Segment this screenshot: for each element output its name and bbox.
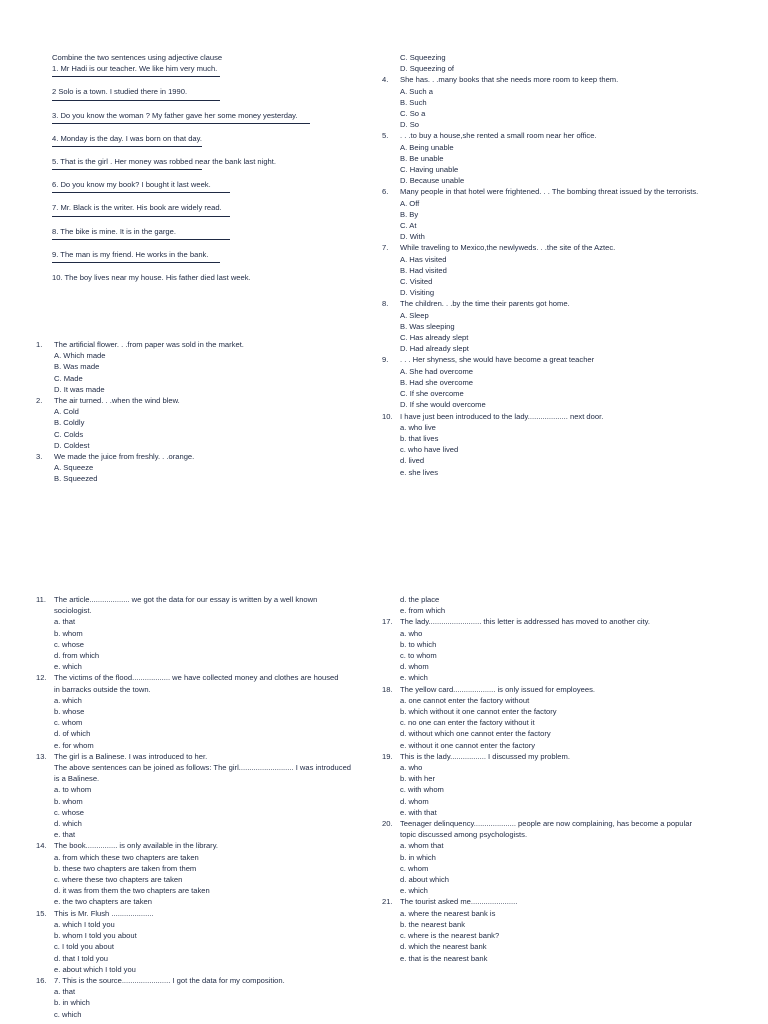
answer-option: c. which	[54, 1009, 82, 1019]
multiple-choice-right-column	[382, 52, 712, 478]
answer-option: b. in which	[54, 998, 90, 1008]
question-item	[382, 751, 722, 762]
question-text: The yellow card.................... is only issued for employees.	[400, 684, 595, 694]
combine-sentences-section	[52, 52, 342, 283]
answer-option: A. Cold	[54, 407, 79, 417]
answer-option: B. Had she overcome	[400, 377, 474, 387]
answer-line	[52, 123, 310, 124]
question-item	[36, 751, 366, 762]
question-text: . . . Her shyness, she would have become a great teacher	[400, 355, 595, 365]
question-item	[382, 186, 712, 197]
answer-option: e. from which	[400, 606, 446, 616]
question-number: 12.	[36, 673, 47, 683]
answer-option: a. one cannot enter the factory without	[400, 695, 530, 705]
answer-option: d. whom	[400, 662, 429, 672]
question-item	[36, 395, 356, 406]
question-text: We made the juice from freshly. . .orange.	[54, 452, 195, 462]
question-text-continued: is a Balinese.	[54, 774, 100, 784]
question-number: 11.	[36, 595, 46, 604]
answer-option: b. whom I told you about	[54, 931, 137, 941]
answer-option: A. Sleep	[400, 310, 429, 320]
answer-option: a. that	[54, 617, 76, 627]
answer-option: e. that is the nearest bank	[400, 953, 488, 963]
answer-option: D. Visiting	[400, 288, 435, 298]
question-text: . . .to buy a house,she rented a small room near her office.	[400, 131, 597, 141]
question-item	[36, 672, 366, 683]
answer-option: C. So a	[400, 109, 426, 119]
answer-option: b. whom	[54, 628, 83, 638]
question-text-continued: sociologist.	[54, 606, 92, 616]
answer-option: b. which without it one cannot enter the factory	[400, 707, 557, 717]
answer-option: C. Having unable	[400, 165, 459, 175]
answer-option: e. for whom	[54, 740, 94, 750]
question-item	[36, 594, 366, 605]
question-number: 4.	[382, 75, 389, 85]
answer-option: d. it was from them the two chapters are taken	[54, 886, 210, 896]
answer-option: d. whom	[400, 796, 429, 806]
question-text: The tourist asked me......................	[400, 897, 518, 907]
answer-option: e. that	[54, 830, 76, 840]
answer-option: a. that	[54, 987, 76, 997]
question-text: The lady......................... this letter is addressed has moved to another city.	[400, 617, 650, 627]
answer-option: d. from which	[54, 651, 100, 661]
question-number: 1.	[36, 340, 43, 349]
answer-line	[52, 146, 202, 147]
answer-option: e. without it one cannot enter the factory	[400, 740, 536, 750]
answer-option: B. Was sleeping	[400, 321, 455, 331]
answer-option: D. It was made	[54, 384, 105, 394]
answer-option: d. without which one cannot enter the factory	[400, 729, 551, 739]
relative-clause-left-column	[36, 594, 366, 1020]
answer-option: A. Being unable	[400, 142, 454, 152]
answer-option: B. Had visited	[400, 265, 447, 275]
answer-option: A. Squeeze	[54, 463, 94, 473]
answer-option: B. Coldly	[54, 418, 85, 428]
question-text: Teenager delinquency.................... people are now complaining, has become a popular	[400, 819, 692, 829]
answer-option: B. Squeezed	[54, 474, 98, 484]
question-number: 9.	[382, 355, 389, 365]
answer-option: e. which	[400, 673, 428, 683]
question-text: Many people in that hotel were frightened. . . The bombing threat issued by the terrorists.	[400, 187, 699, 197]
question-text: The article................... we got the data for our essay is written by a well known	[54, 595, 318, 604]
question-number: 18.	[382, 684, 393, 694]
answer-option: D. Had already slept	[400, 344, 469, 354]
answer-option: e. about which I told you	[54, 964, 136, 974]
answer-option: D. If she would overcome	[400, 400, 486, 410]
answer-option: c. whose	[54, 807, 84, 817]
combine-item: 4. Monday is the day. I was born on that day.	[52, 133, 202, 143]
answer-option: C. At	[400, 221, 417, 231]
answer-option: b. in which	[400, 852, 436, 862]
question-item	[36, 840, 366, 851]
question-text: The artificial flower. . .from paper was sold in the market.	[54, 340, 244, 349]
answer-option: c. where is the nearest bank?	[400, 931, 500, 941]
exercise-title: Combine the two sentences using adjective clause	[52, 53, 223, 62]
answer-option: e. which	[54, 662, 82, 672]
question-text: The book............... is only available in the library.	[54, 841, 219, 851]
question-number: 8.	[382, 299, 389, 309]
answer-option: A. Which made	[54, 351, 106, 361]
answer-option: e. which	[400, 886, 428, 896]
answer-line	[52, 262, 220, 263]
answer-line	[52, 239, 230, 240]
answer-option: a. where the nearest bank is	[400, 908, 496, 918]
combine-item: 6. Do you know my book? I bought it last week.	[52, 180, 211, 190]
answer-option: c. to whom	[400, 651, 437, 661]
answer-option: b. these two chapters are taken from them	[54, 863, 197, 873]
question-number: 21.	[382, 897, 393, 907]
answer-option: C. Has already slept	[400, 333, 469, 343]
answer-option: C. Colds	[54, 429, 84, 439]
question-text: The girl is a Balinese. I was introduced to her.	[54, 751, 208, 761]
answer-option: a. whom that	[400, 841, 444, 851]
answer-option: c. I told you about	[54, 942, 114, 952]
answer-option: c. whose	[54, 639, 84, 649]
answer-option: B. By	[400, 209, 419, 219]
worksheet-page-2	[0, 512, 768, 1024]
question-text-continued: The above sentences can be joined as follows: The girl.......................... I was introduced	[54, 763, 352, 773]
answer-option: D. Coldest	[54, 440, 90, 450]
answer-option: d. of which	[54, 729, 91, 739]
answer-option: c. who have lived	[400, 445, 459, 455]
question-number: 17.	[382, 617, 393, 627]
question-item	[382, 411, 712, 422]
combine-item: 3. Do you know the woman ? My father gave her some money yesterday.	[52, 110, 298, 120]
question-item	[382, 74, 712, 85]
answer-option: a. to whom	[54, 785, 92, 795]
combine-item: 8. The bike is mine. It is in the garge.	[52, 226, 176, 236]
question-number: 2.	[36, 396, 43, 406]
answer-line	[52, 192, 230, 193]
question-number: 14.	[36, 841, 47, 851]
answer-line	[52, 169, 202, 170]
answer-option: A. She had overcome	[400, 366, 474, 376]
answer-option: B. Be unable	[400, 153, 444, 163]
question-item	[382, 242, 712, 253]
question-text: While traveling to Mexico,the newlyweds. . .the site of the Aztec.	[400, 243, 616, 253]
answer-line	[52, 100, 220, 101]
answer-option: b. to which	[400, 639, 437, 649]
answer-option: a. who	[400, 628, 423, 638]
answer-option: A. Off	[400, 198, 420, 208]
answer-option: d. that I told you	[54, 953, 109, 963]
question-number: 13.	[36, 751, 47, 761]
answer-option: C. Made	[54, 373, 83, 383]
question-item	[36, 908, 366, 919]
combine-item: 9. The man is my friend. He works in the bank.	[52, 249, 209, 259]
answer-option: d. which	[54, 819, 82, 829]
question-item	[382, 896, 722, 907]
answer-option: A. Such a	[400, 86, 433, 96]
answer-option: C. Squeezing	[400, 53, 446, 62]
answer-option: b. whose	[54, 707, 85, 717]
answer-option: c. whom	[400, 863, 429, 873]
question-text: This is the lady................. I discussed my problem.	[400, 751, 570, 761]
answer-line	[52, 76, 220, 77]
question-number: 19.	[382, 751, 393, 761]
question-text: The victims of the flood.................. we have collected money and clothes are housed	[54, 673, 339, 683]
question-number: 6.	[382, 187, 389, 197]
answer-option: b. with her	[400, 774, 436, 784]
question-number: 10.	[382, 411, 393, 421]
multiple-choice-left-column	[36, 339, 356, 485]
question-text: The air turned. . .when the wind blew.	[54, 396, 180, 406]
answer-option: a. who live	[400, 422, 436, 432]
answer-option: c. no one can enter the factory without it	[400, 718, 535, 728]
question-text-continued: topic discussed among psychologists.	[400, 830, 528, 840]
question-item	[382, 684, 722, 695]
question-item	[382, 818, 722, 829]
answer-option: a. which	[54, 695, 82, 705]
question-item	[382, 354, 712, 365]
answer-option: c. where these two chapters are taken	[54, 875, 183, 885]
question-item	[36, 975, 366, 986]
answer-option: b. whom	[54, 796, 83, 806]
combine-item: 5. That is the girl . Her money was robbed near the bank last night.	[52, 157, 276, 167]
combine-item: 1. Mr Hadi is our teacher. We like him very much.	[52, 64, 218, 74]
relative-clause-right-column	[382, 594, 722, 964]
answer-option: e. she lives	[400, 467, 438, 477]
question-item	[382, 616, 722, 627]
combine-item: 7. Mr. Black is the writer. His book are widely read.	[52, 203, 222, 213]
question-item	[382, 298, 712, 309]
answer-option: A. Has visited	[400, 254, 447, 264]
answer-option: d. the place	[400, 595, 440, 604]
question-number: 20.	[382, 819, 393, 829]
answer-option: C. If she overcome	[400, 389, 464, 399]
answer-option: a. which I told you	[54, 919, 115, 929]
question-text: 7. This is the source....................... I got the data for my composition.	[54, 975, 285, 985]
question-number: 16.	[36, 975, 47, 985]
answer-option: b. that lives	[400, 433, 439, 443]
answer-option: d. lived	[400, 456, 425, 466]
answer-option: e. with that	[400, 807, 437, 817]
question-number: 15.	[36, 908, 47, 918]
question-text: She has. . .many books that she needs more room to keep them.	[400, 75, 619, 85]
answer-option: d. which the nearest bank	[400, 942, 487, 952]
question-number: 7.	[382, 243, 389, 253]
answer-option: D. With	[400, 232, 425, 242]
question-text: The children. . .by the time their parents got home.	[400, 299, 570, 309]
question-item	[382, 130, 712, 141]
answer-option: C. Visited	[400, 277, 433, 287]
answer-option: a. who	[400, 763, 423, 773]
answer-option: c. whom	[54, 718, 83, 728]
question-item	[36, 339, 356, 350]
answer-line	[52, 216, 230, 217]
answer-option: D. So	[400, 120, 419, 130]
answer-option: B. Such	[400, 97, 427, 107]
answer-option: b. the nearest bank	[400, 919, 466, 929]
question-text: I have just been introduced to the lady................... next door.	[400, 411, 604, 421]
question-item	[36, 451, 356, 462]
question-number: 3.	[36, 452, 43, 462]
question-text: This is Mr. Flush ....................	[54, 908, 154, 918]
answer-option: a. from which these two chapters are taken	[54, 852, 199, 862]
question-text-continued: in barracks outside the town.	[54, 684, 151, 694]
question-number: 5.	[382, 131, 389, 141]
answer-option: e. the two chapters are taken	[54, 897, 152, 907]
answer-option: D. Squeezing of	[400, 64, 455, 74]
answer-option: D. Because unable	[400, 176, 465, 186]
answer-option: c. with whom	[400, 785, 444, 795]
combine-item: 2 Solo is a town. I studied there in 1990.	[52, 87, 188, 97]
answer-option: d. about which	[400, 875, 449, 885]
combine-item: 10. The boy lives near my house. His father died last week.	[52, 273, 251, 283]
answer-option: B. Was made	[54, 362, 100, 372]
